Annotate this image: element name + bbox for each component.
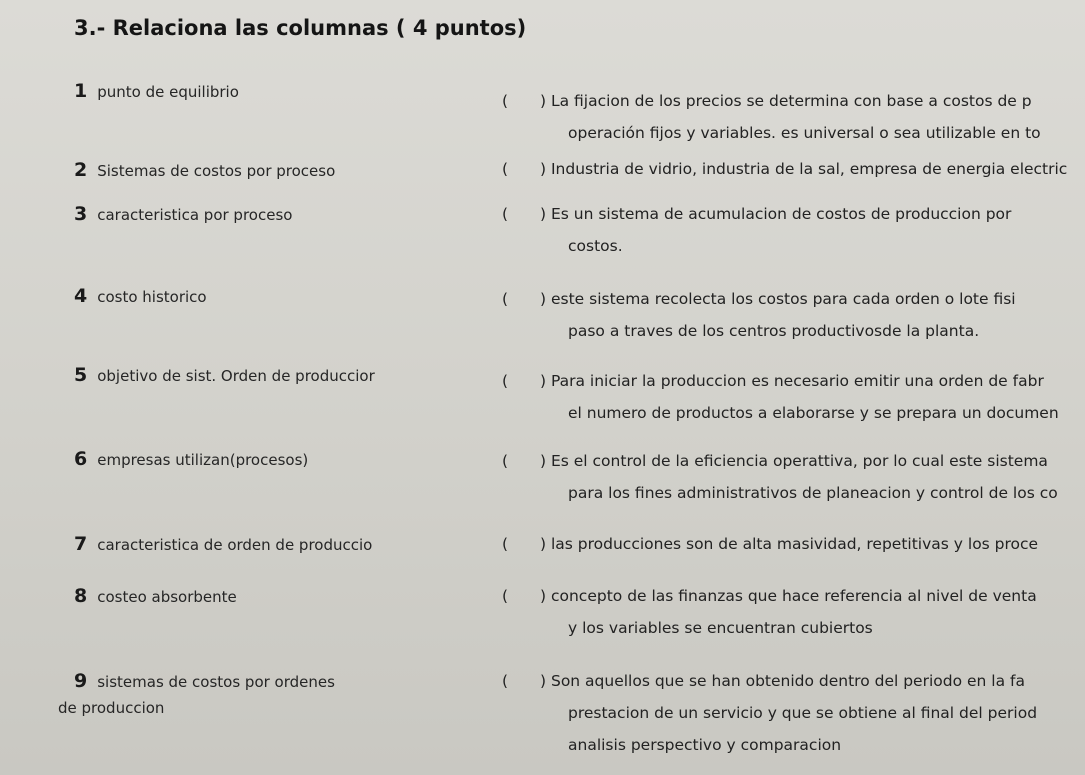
definition-text: ) La fijacion de los precios se determina con base a costos de p <box>540 92 1032 110</box>
item-number: 5 <box>74 364 88 386</box>
right-item-1 <box>502 92 1041 142</box>
right-item-4 <box>502 290 1016 340</box>
answer-blank[interactable]: ( <box>502 452 509 470</box>
definition-text: ) Es un sistema de acumulacion de costos de produccion por <box>540 205 1012 223</box>
definition-text: ) este sistema recolecta los costos para cada orden o lote fisi <box>540 290 1016 308</box>
answer-blank[interactable]: ( <box>502 672 509 690</box>
definition-text-continued: paso a traves de los centros productivosde la planta. <box>568 322 980 340</box>
item-number: 3 <box>74 203 88 225</box>
left-item-9 <box>58 670 335 717</box>
item-text: costeo absorbente <box>97 588 237 606</box>
item-text: objetivo de sist. Orden de produccior <box>97 367 375 385</box>
left-item-4 <box>74 285 207 307</box>
left-item-1 <box>74 80 239 102</box>
definition-text-continued-2: analisis perspectivo y comparacion <box>568 736 842 754</box>
right-item-9 <box>502 672 1037 754</box>
answer-blank[interactable]: ( <box>502 290 509 308</box>
definition-text-continued: operación fijos y variables. es universal o sea utilizable en to <box>568 124 1041 142</box>
item-number: 7 <box>74 533 88 555</box>
definition-text-continued: y los variables se encuentran cubiertos <box>568 619 873 637</box>
definition-text-continued: prestacion de un servicio y que se obtiene al final del period <box>568 704 1038 722</box>
item-text: punto de equilibrio <box>97 83 239 101</box>
answer-blank[interactable]: ( <box>502 587 509 605</box>
definition-text: ) Industria de vidrio, industria de la sal, empresa de energia electric <box>540 160 1068 178</box>
right-item-8 <box>502 587 1037 637</box>
left-item-6 <box>74 448 308 470</box>
item-text: caracteristica por proceso <box>97 206 293 224</box>
definition-text-continued: costos. <box>568 237 623 255</box>
item-text: costo historico <box>97 288 207 306</box>
item-number: 9 <box>74 670 88 692</box>
definition-text: ) las producciones son de alta masividad, repetitivas y los proce <box>540 535 1039 553</box>
definition-text-continued: el numero de productos a elaborarse y se prepara un documen <box>568 404 1059 422</box>
definition-text: ) Es el control de la eficiencia operattiva, por lo cual este sistema <box>540 452 1048 470</box>
item-number: 8 <box>74 585 88 607</box>
right-item-5 <box>502 372 1059 422</box>
item-number: 2 <box>74 159 88 181</box>
left-item-3 <box>74 203 292 225</box>
left-item-8 <box>74 585 237 607</box>
answer-blank[interactable]: ( <box>502 205 509 223</box>
right-item-2 <box>502 160 1067 178</box>
right-item-3 <box>502 205 1011 255</box>
definition-text-continued: para los fines administrativos de planeacion y control de los co <box>568 484 1058 502</box>
answer-blank[interactable]: ( <box>502 535 509 553</box>
answer-blank[interactable]: ( <box>502 372 509 390</box>
right-item-7 <box>502 535 1038 553</box>
left-item-2 <box>74 159 335 181</box>
definition-text: ) Para iniciar la produccion es necesario emitir una orden de fabr <box>540 372 1044 390</box>
item-text: Sistemas de costos por proceso <box>97 162 336 180</box>
answer-blank[interactable]: ( <box>502 160 509 178</box>
definition-text: ) Son aquellos que se han obtenido dentro del periodo en la fa <box>540 672 1025 690</box>
exercise-title: 3.- Relaciona las columnas ( 4 puntos) <box>74 16 527 40</box>
item-number: 1 <box>74 80 88 102</box>
left-item-7 <box>74 533 372 555</box>
item-text: empresas utilizan(procesos) <box>97 451 309 469</box>
left-item-5 <box>74 364 375 386</box>
item-text-continued: de produccion <box>58 699 165 717</box>
item-number: 6 <box>74 448 88 470</box>
answer-blank[interactable]: ( <box>502 92 509 110</box>
item-number: 4 <box>74 285 88 307</box>
item-text: sistemas de costos por ordenes <box>97 673 335 691</box>
item-text: caracteristica de orden de produccio <box>97 536 373 554</box>
definition-text: ) concepto de las finanzas que hace referencia al nivel de venta <box>540 587 1037 605</box>
right-item-6 <box>502 452 1058 502</box>
